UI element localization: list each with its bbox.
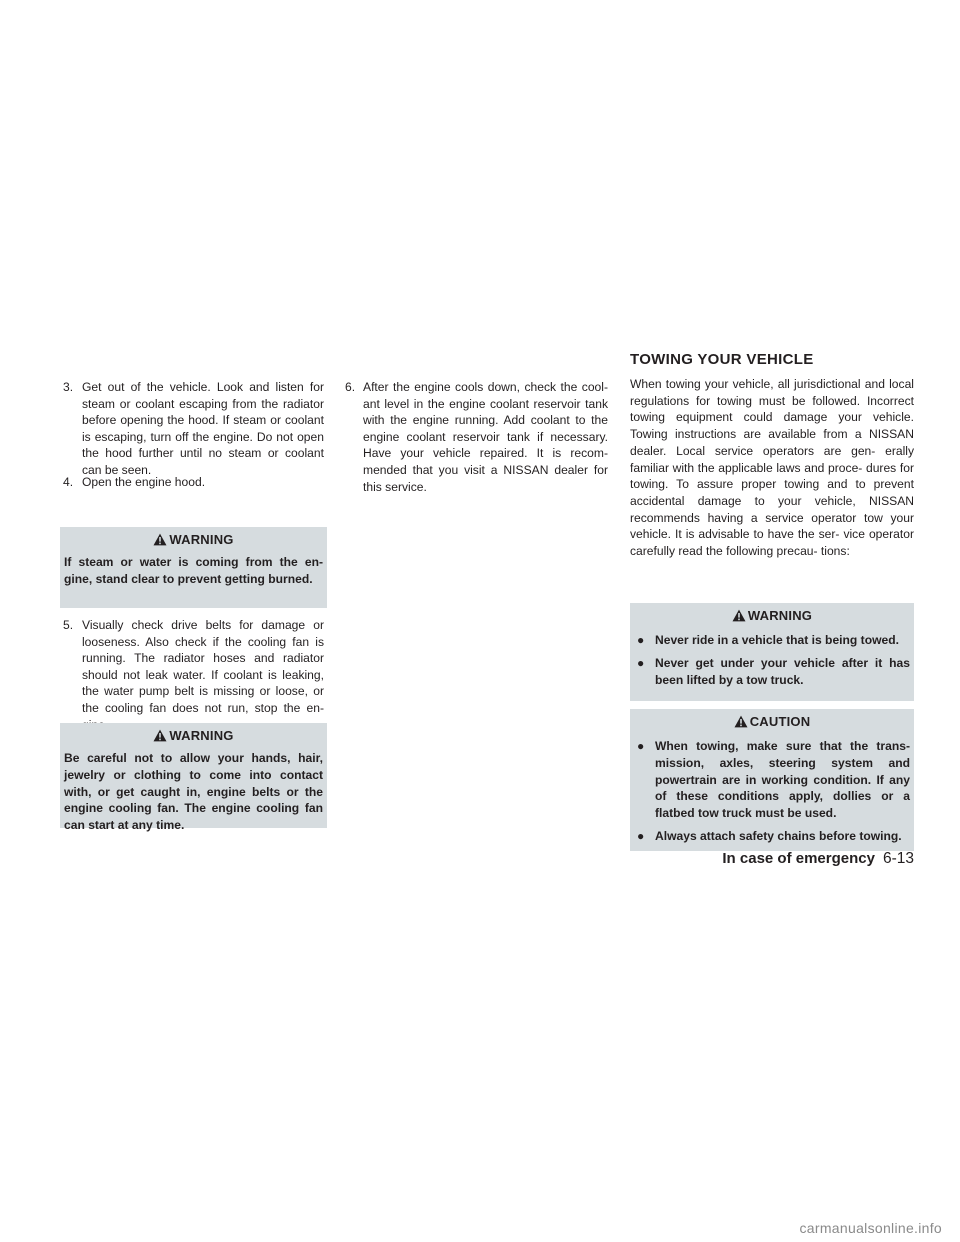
warning-title: WARNING bbox=[169, 728, 234, 743]
warning-box-steam bbox=[60, 527, 327, 608]
page-number: 6-13 bbox=[882, 850, 914, 867]
warning-title: WARNING bbox=[747, 608, 813, 623]
section-title: TOWING YOUR VEHICLE bbox=[630, 351, 814, 368]
step-text: Get out of the vehicle. Look and listen for steam or coolant escaping from the radiator before opening the hood. If steam or coolant is escaping, turn off the engine. Do not open the hood further until no steam or coolant can be seen. bbox=[82, 380, 324, 477]
step-5 bbox=[60, 617, 324, 733]
bullet-icon: ● bbox=[637, 655, 645, 670]
step-number: 3. bbox=[63, 380, 74, 394]
bullet-text: Never ride in a vehicle that is being towed. bbox=[655, 633, 899, 647]
warning-text: If steam or water is coming from the en- gine, stand clear to prevent getting burned. bbox=[64, 555, 323, 586]
towing-paragraph: When towing your vehicle, all jurisdictional and local regulations for towing must be followed. Incorrect towing equipment could damage your vehicle. Towing instructions are available from a NISSAN dealer. Local service operators are gen- erally familiar with the applicable laws and proce- dures for towing. To assure proper towing and to prevent accidental damage to your vehicle, NISSAN recommends having a service operator tow your vehicle. It is advisable to have the ser- vice operator carefully read the following precau- tions: bbox=[630, 377, 914, 559]
caution-box-towing bbox=[630, 709, 914, 851]
bullet-icon: ● bbox=[637, 739, 645, 753]
warning-box-towing bbox=[630, 603, 914, 701]
warning-triangle-icon bbox=[732, 609, 746, 622]
step-text: Visually check drive belts for damage or looseness. Also check if the cooling fan is running. The radiator hoses and radiator should not leak water. If coolant is leaking, the water pump belt is missing or loose, or the cooling fan does not run, stop the en- bbox=[82, 618, 324, 715]
warning-triangle-icon bbox=[153, 729, 167, 742]
step-text: After the engine cools down, check the cool- ant level in the engine coolant reservoir tank with the engine running. Add coolant to the engine coolant reservoir tank if necessary. Have your vehicle repaired. It is recom- mended that you visit a NISSAN dealer for this service. bbox=[363, 380, 608, 494]
bullet-icon: ● bbox=[637, 633, 645, 647]
step-6 bbox=[345, 379, 608, 495]
warning-box-fan bbox=[60, 723, 327, 833]
list-item bbox=[634, 828, 910, 845]
footer-section: In case of emergency bbox=[722, 850, 875, 867]
caution-header bbox=[630, 709, 914, 734]
bullet-text: When towing, make sure that the trans- mission, axles, steering system and powertrain are in working condition. If any of these conditions apply, dollies or a flatbed tow truck must be used. bbox=[655, 739, 910, 821]
warning-text: Be careful not to allow your hands, hair, jewelry or clothing to come into contact with, or get caught in, engine belts or the engine cooling fan. The engine cooling fan can start at any time. bbox=[64, 751, 323, 833]
step-text: Open the engine hood. bbox=[82, 475, 206, 489]
warning-triangle-icon bbox=[153, 533, 167, 546]
warning-header bbox=[60, 723, 327, 748]
step-4 bbox=[60, 474, 324, 491]
warning-title: WARNING bbox=[169, 532, 234, 547]
list-item bbox=[634, 632, 910, 649]
warning-bullets bbox=[630, 628, 914, 700]
watermark: carmanualsonline.info bbox=[799, 1220, 942, 1236]
caution-bullets bbox=[630, 734, 914, 857]
step-number: 4. bbox=[63, 475, 74, 489]
warning-triangle-icon bbox=[734, 715, 748, 728]
bullet-text: Never get under your vehicle after it has been lifted by a tow truck. bbox=[655, 655, 910, 687]
warning-header bbox=[60, 527, 327, 552]
bullet-text: Always attach safety chains before towing. bbox=[655, 828, 902, 843]
step-number: 6. bbox=[345, 380, 356, 394]
warning-header bbox=[630, 603, 914, 628]
bullet-icon: ● bbox=[637, 828, 645, 843]
page-footer bbox=[722, 850, 914, 868]
step-3 bbox=[60, 379, 324, 479]
caution-title: CAUTION bbox=[749, 714, 811, 729]
list-item bbox=[634, 738, 910, 822]
list-item bbox=[634, 655, 910, 689]
step-number: 5. bbox=[63, 618, 74, 632]
